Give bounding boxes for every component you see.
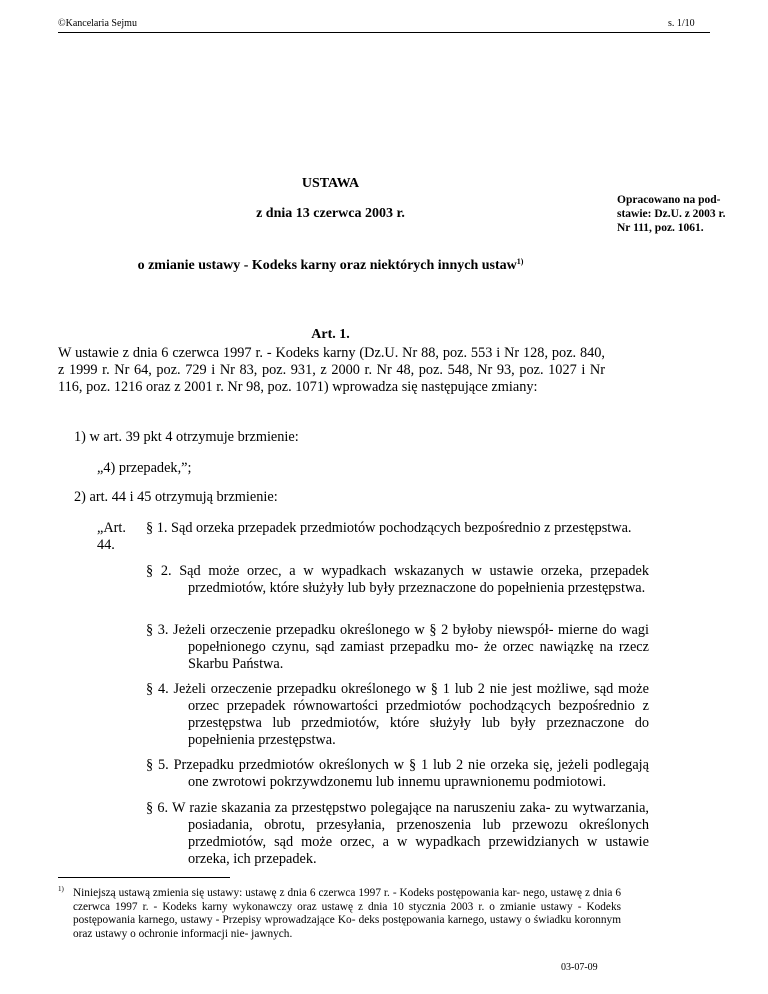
document-date: z dnia 13 czerwca 2003 r. (256, 206, 405, 221)
document-subject-text: o zmianie ustawy - Kodeks karny oraz niektórych innych ustaw (137, 258, 517, 273)
article-intro: W ustawie z dnia 6 czerwca 1997 r. - Kodeks karny (Dz.U. Nr 88, poz. 553 i Nr 128, poz. 840, z 1999 r. Nr 64, poz. 729 i Nr 83, poz. 931, z 2000 r. Nr 48, poz. 548, Nr 93, poz. 1027 i Nr 116, poz. 1216 oraz z 2001 r. Nr 98, poz. 1071) wprowadza się następujące zmiany: (58, 345, 605, 395)
art44-paragraph-1-text: § 1. Sąd orzeka przepadek przedmiotów pochodzących bezpośrednio z przestępstwa. (146, 520, 632, 536)
art44-paragraph-5: § 5. Przepadku przedmiotów określonych w § 1 lub 2 nie orzeka się, jeżeli podlegają one zwrotowi pokrzywdzonemu lub innemu uprawnionemu podmiotowi. (146, 757, 649, 790)
header-source: ©Kancelaria Sejmu (58, 18, 137, 29)
art44-label: „Art. 44. (97, 520, 126, 553)
amendment-item-2: 2) art. 44 i 45 otrzymują brzmienie: (74, 489, 278, 505)
footnote-text: Niniejszą ustawą zmienia się ustawy: ustawę z dnia 6 czerwca 1997 r. - Kodeks postępowania kar- nego, ustawę z dnia 6 czerwca 1997 r. - Kodeks karny wykonawczy oraz ustawę z dnia 10 stycznia 2003 r. o zmianie ustawy - Kodeks postępowania karnego, ustawy - Przepisy wprowadzające Ko- deks postępowania karnego, ustawy o świadku koronnym oraz ustawy o ochronie informacji nie- jawnych. (73, 887, 621, 940)
art44-paragraph-3: § 3. Jeżeli orzeczenie przepadku określonego w § 2 byłoby niewspół- mierne do wagi popełnionego czynu, sąd zamiast przepadku mo- że orzec nawiązkę na rzecz Skarbu Państwa. (146, 622, 649, 672)
document-title: USTAWA (301, 176, 360, 191)
amendment-item-1: 1) w art. 39 pkt 4 otrzymuje brzmienie: (74, 429, 299, 445)
art44-paragraph-6: § 6. W razie skazania za przestępstwo polegające na naruszeniu zaka- zu wytwarzania, posiadania, obrotu, przesyłania, przenoszenia lub przewozu określonych przedmiotów, sąd może orzec, a w wypadkach przewidzianych w ustawie orzeka, ich przepadek. (146, 800, 649, 867)
header-page-number: s. 1/10 (668, 18, 695, 29)
art44-paragraph-2: § 2. Sąd może orzec, a w wypadkach wskazanych w ustawie orzeka, przepadek przedmiotów, które służyły lub były przeznaczone do popełnienia przestępstwa. (146, 563, 649, 596)
header-rule (58, 32, 710, 33)
footnote (58, 883, 621, 941)
side-note-source: Opracowano na pod- stawie: Dz.U. z 2003 r. Nr 111, poz. 1061. (617, 194, 726, 234)
footnote-mark: 1) (58, 885, 64, 893)
article-heading: Art. 1. (311, 327, 350, 342)
footnote-reference[interactable]: 1) (516, 257, 524, 266)
footnote-rule (58, 877, 230, 878)
document-subject (58, 257, 603, 274)
amendment-item-1-quote: „4) przepadek,”; (97, 460, 192, 476)
footer-date: 03-07-09 (561, 962, 598, 973)
art44-paragraph-4: § 4. Jeżeli orzeczenie przepadku określonego w § 1 lub 2 nie jest możliwe, sąd może orzec przepadek równowartości przedmiotów pochodzących bezpośrednio z przestępstwa lub przedmiotów, które służyły lub były przeznaczone do popełnienia przestępstwa. (146, 681, 649, 748)
